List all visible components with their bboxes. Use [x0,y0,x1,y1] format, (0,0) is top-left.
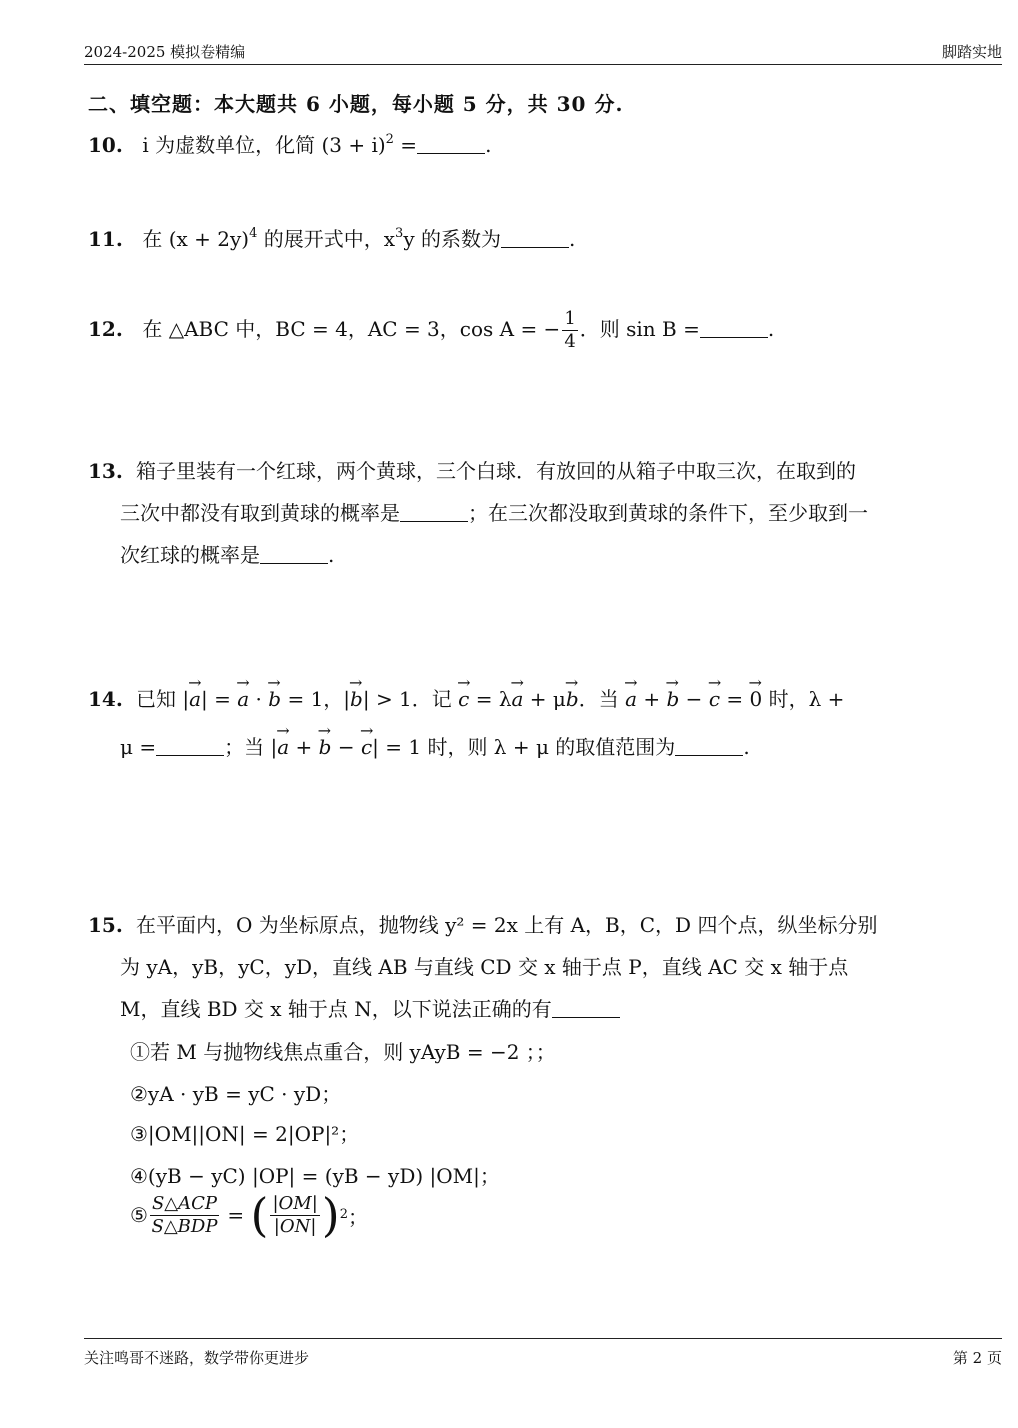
fraction [562,310,577,351]
text: | = [201,687,238,711]
vector-b: → b [268,672,281,720]
answer-blank[interactable] [700,315,768,338]
question-text-a: 在 △ABC 中，BC = 4，AC = 3，cos A = − [142,317,561,341]
question-text: i 为虚数单位，化简 (3 + i) [142,133,386,157]
answer-blank-1[interactable] [400,499,468,522]
exponent-1: 4 [249,226,258,241]
text: 时，λ + [762,687,845,711]
equals: = [393,133,418,157]
question-number: 12. [88,317,123,341]
answer-blank[interactable] [552,995,620,1018]
vector-a: → a [277,720,289,768]
area-ratio-fraction [150,1192,219,1237]
option-5-prefix: ⑤ [130,1203,148,1227]
period: . [767,317,775,341]
text: = 1，| [281,687,351,711]
text: · [249,687,269,711]
question-text-b: ．则 sin B = [579,317,700,341]
text: ．当 [578,687,626,711]
answer-blank-2[interactable] [260,541,328,564]
exponent: 2 [385,132,394,147]
section-title: 二、填空题：本大题共 6 小题，每小题 5 分，共 30 分. [88,92,624,116]
question-text-b: 的展开式中，x [257,227,396,251]
vector-a: → a [189,672,201,720]
vector-c: → c [361,720,372,768]
left-paren: ( [250,1188,269,1242]
page-header [84,38,1002,65]
page-footer [84,1338,1002,1368]
question-11 [88,218,988,260]
question-line-2b: ；在三次都没取到黄球的条件下，至少取到一 [468,501,868,525]
exponent-2: 3 [395,226,404,241]
answer-blank[interactable] [501,225,569,248]
fraction-denominator: 4 [564,331,576,352]
question-line-1: 箱子里装有一个红球，两个黄球，三个白球．有放回的从箱子中取三次，在取到的 [136,459,856,483]
question-line-3: M，直线 BD 交 x 轴于点 N，以下说法正确的有 [120,997,552,1021]
option-4: ④(yB − yC) |OP| = (yB − yD) |OM|； [130,1164,500,1188]
page-number: 第 2 页 [952,1349,1002,1367]
fraction-numerator: |OM| [272,1192,318,1214]
vector-c: → c [458,672,469,720]
question-number: 10. [88,133,123,157]
question-text-a: 在 (x + 2y) [142,227,250,251]
vector-zero: → 0 [750,672,763,720]
question-number: 15. [88,913,123,937]
question-line-3a: 次红球的概率是 [120,543,260,567]
distance-ratio-fraction [270,1192,319,1237]
text: + μ [523,687,566,711]
vector-c: → c [709,672,720,720]
fraction-numerator: S△ACP [151,1192,217,1214]
text: | = 1 时，则 λ + μ 的取值范围为 [372,735,676,759]
fraction-numerator: 1 [564,308,576,329]
question-text-c: y 的系数为 [403,227,501,251]
question-line-2: 为 yA，yB，yC，yD，直线 AB 与直线 CD 交 x 轴于点 P，直线 AC 交 x 轴于点 [120,955,849,979]
text: | > 1．记 [362,687,459,711]
text: 已知 | [136,687,190,711]
option-3: ③|OM||ON| = 2|OP|²； [130,1122,360,1146]
header-left: 2024-2025 模拟卷精编 [84,43,246,61]
question-number: 11. [88,227,123,251]
vector-a: → a [512,672,524,720]
question-number: 14. [88,687,123,711]
text: = [720,687,750,711]
text: − [679,687,709,711]
text: + [637,687,667,711]
vector-b: → b [350,672,363,720]
vector-b: → b [566,672,579,720]
fraction-denominator: |ON| [273,1215,317,1237]
period: . [328,543,335,567]
question-number: 13. [88,459,123,483]
right-paren: ) [321,1188,340,1242]
text: μ = [120,735,157,759]
fraction-denominator: S△BDP [151,1215,218,1237]
answer-blank-1[interactable] [156,733,224,756]
text: − [331,735,361,759]
semicolon: ； [348,1204,368,1229]
header-right: 脚踏实地 [941,43,1002,61]
question-12 [88,308,988,351]
question-14 [88,672,988,768]
footer-left: 关注鸣哥不迷路，数学带你更进步 [84,1349,310,1367]
period: . [743,735,750,759]
question-15 [88,904,988,1030]
period: . [568,227,576,251]
vector-b: → b [319,720,332,768]
equals: = [221,1203,251,1227]
period: . [485,133,492,157]
option-2: ②yA · yB = yC · yD； [130,1082,342,1106]
vector-b: → b [667,672,680,720]
option-5: ⑤ $\frac{\text{S△ACP}}{\text{S△BDP}}$ = ( $\frac{|OM|}{|ON|}$ ) 2 ； [130,1188,368,1242]
question-13 [88,450,988,576]
option-1: ①若 M 与抛物线焦点重合，则 yAyB = −2 ；； [130,1040,556,1064]
vector-a: → a [237,672,249,720]
text: + [289,735,319,759]
question-line-2a: 三次中都没有取到黄球的概率是 [120,501,400,525]
vector-a: → a [625,672,637,720]
answer-blank-2[interactable] [675,733,743,756]
question-10 [88,124,988,166]
text: ；当 | [224,735,278,759]
answer-blank[interactable] [417,131,485,154]
question-line-1: 在平面内，O 为坐标原点，抛物线 y² = 2x 上有 A，B，C，D 四个点，纵坐标分别 [136,913,878,937]
text: = λ [469,687,512,711]
